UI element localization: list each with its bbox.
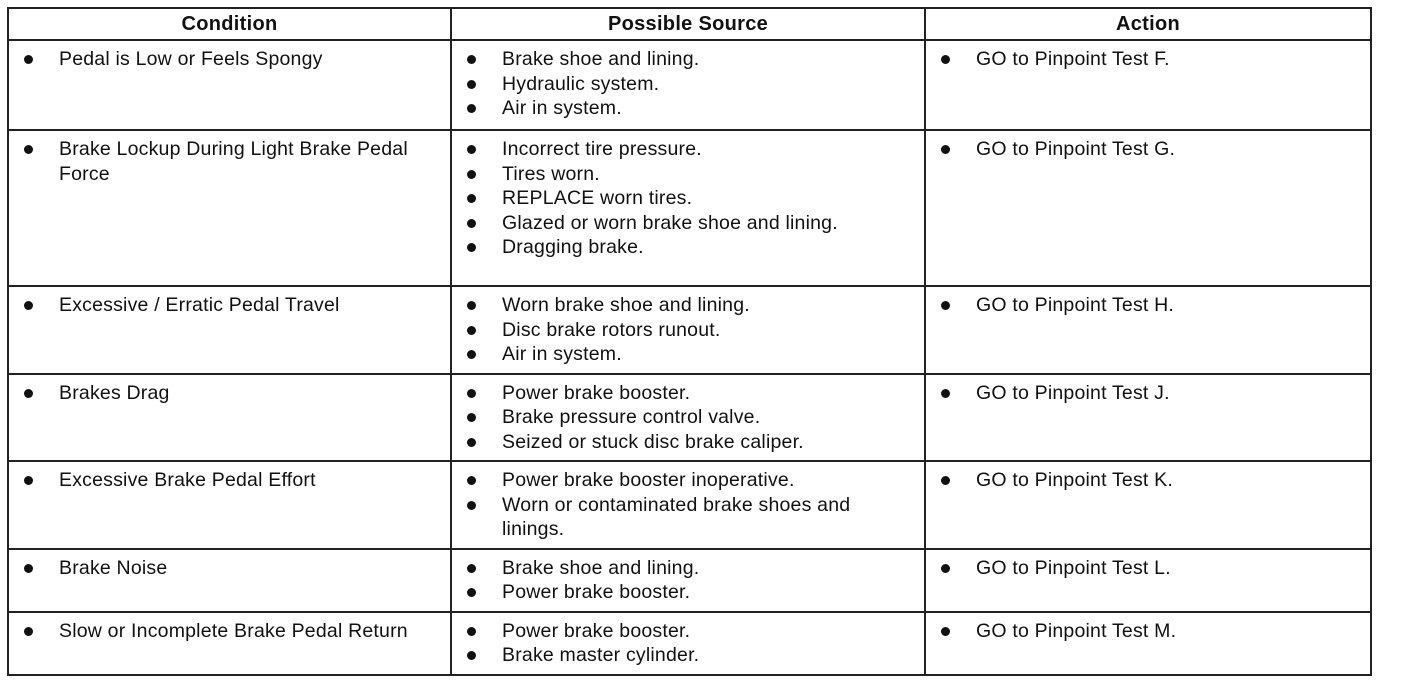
bullet-icon — [941, 55, 950, 64]
action-item — [934, 137, 1362, 162]
condition-item — [17, 47, 442, 72]
action-item-text: GO to Pinpoint Test M. — [976, 619, 1177, 642]
condition-item-text: Brakes Drag — [59, 381, 170, 404]
action-item — [934, 619, 1362, 644]
source-item-text: Worn brake shoe and lining. — [502, 294, 750, 316]
table-row — [8, 40, 1371, 130]
condition-cell — [8, 374, 451, 462]
condition-item — [17, 556, 442, 581]
source-item — [460, 342, 916, 367]
source-item — [460, 318, 916, 343]
bullet-icon — [467, 413, 476, 422]
source-item-text: Power brake booster. — [502, 619, 691, 642]
condition-item — [17, 293, 442, 318]
bullet-icon — [941, 389, 950, 398]
possible-source-cell — [451, 374, 925, 462]
bullet-icon — [24, 301, 33, 310]
table-row — [8, 286, 1371, 374]
bullet-icon — [467, 104, 476, 113]
bullet-icon — [467, 588, 476, 597]
bullet-icon — [24, 389, 33, 398]
condition-item-text: Excessive / Erratic Pedal Travel — [59, 294, 340, 316]
possible-source-cell — [451, 286, 925, 374]
condition-cell — [8, 612, 451, 675]
bullet-icon — [467, 170, 476, 179]
source-item-text: Brake shoe and lining. — [502, 48, 700, 70]
condition-cell — [8, 461, 451, 549]
condition-cell — [8, 130, 451, 286]
source-item — [460, 619, 916, 644]
header-possible-source: Possible Source — [451, 8, 925, 40]
source-item-text: Tires worn. — [502, 162, 600, 185]
source-item-text: Air in system. — [502, 343, 622, 365]
source-item — [460, 186, 916, 211]
source-item — [460, 47, 916, 72]
action-cell — [925, 40, 1371, 130]
source-item — [460, 96, 916, 121]
bullet-icon — [467, 326, 476, 335]
bullet-icon — [24, 476, 33, 485]
source-item-text: Incorrect tire pressure. — [502, 138, 702, 160]
table-header — [8, 8, 1371, 40]
action-item — [934, 47, 1362, 72]
table-row — [8, 549, 1371, 612]
bullet-icon — [941, 564, 950, 573]
condition-item-text: Slow or Incomplete Brake Pedal Return — [59, 619, 408, 642]
source-item-text: Dragging brake. — [502, 236, 644, 258]
bullet-icon — [24, 564, 33, 573]
action-item-text: GO to Pinpoint Test K. — [976, 469, 1173, 491]
header-action: Action — [925, 8, 1371, 40]
source-item — [460, 430, 916, 455]
bullet-icon — [467, 55, 476, 64]
source-item-text: Brake shoe and lining. — [502, 556, 700, 579]
condition-item — [17, 137, 442, 186]
bullet-icon — [467, 243, 476, 252]
diagnosis-table — [7, 7, 1372, 676]
bullet-icon — [941, 476, 950, 485]
bullet-icon — [24, 627, 33, 636]
source-item — [460, 556, 916, 581]
action-cell — [925, 549, 1371, 612]
source-item-text: Power brake booster. — [502, 381, 691, 404]
action-item-text: GO to Pinpoint Test F. — [976, 48, 1170, 70]
action-cell — [925, 286, 1371, 374]
possible-source-cell — [451, 612, 925, 675]
bullet-icon — [467, 80, 476, 89]
bullet-icon — [467, 627, 476, 636]
source-item — [460, 493, 916, 542]
table-row — [8, 130, 1371, 286]
bullet-icon — [467, 301, 476, 310]
bullet-icon — [24, 55, 33, 64]
condition-item — [17, 619, 442, 644]
source-item-text: Brake master cylinder. — [502, 644, 700, 666]
condition-item — [17, 468, 442, 493]
bullet-icon — [467, 651, 476, 660]
condition-item — [17, 381, 442, 406]
source-item-text: Power brake booster inoperative. — [502, 469, 795, 491]
source-item — [460, 235, 916, 260]
bullet-icon — [467, 501, 476, 510]
source-item — [460, 580, 916, 605]
bullet-icon — [941, 145, 950, 154]
bullet-icon — [467, 564, 476, 573]
bullet-icon — [467, 476, 476, 485]
action-cell — [925, 461, 1371, 549]
bullet-icon — [941, 627, 950, 636]
source-item-text: Worn or contaminated brake shoes and linings. — [502, 493, 851, 540]
action-item-text: GO to Pinpoint Test J. — [976, 381, 1170, 404]
action-item-text: GO to Pinpoint Test L. — [976, 556, 1171, 579]
condition-cell — [8, 286, 451, 374]
source-item-text: Glazed or worn brake shoe and lining. — [502, 211, 838, 234]
source-item-text: Hydraulic system. — [502, 72, 660, 95]
action-item — [934, 381, 1362, 406]
bullet-icon — [467, 145, 476, 154]
table-row — [8, 461, 1371, 549]
bullet-icon — [467, 350, 476, 359]
source-item — [460, 381, 916, 406]
source-item-text: Seized or stuck disc brake caliper. — [502, 430, 804, 453]
source-item — [460, 468, 916, 493]
source-item — [460, 211, 916, 236]
source-item-text: Air in system. — [502, 97, 622, 119]
possible-source-cell — [451, 40, 925, 130]
source-item — [460, 293, 916, 318]
header-condition: Condition — [8, 8, 451, 40]
action-item — [934, 468, 1362, 493]
source-item — [460, 137, 916, 162]
action-cell — [925, 374, 1371, 462]
action-item-text: GO to Pinpoint Test H. — [976, 294, 1175, 316]
source-item-text: Power brake booster. — [502, 581, 691, 603]
condition-item-text: Brake Lockup During Light Brake Pedal Force — [59, 138, 408, 185]
bullet-icon — [467, 389, 476, 398]
table-row — [8, 612, 1371, 675]
condition-cell — [8, 549, 451, 612]
condition-item-text: Excessive Brake Pedal Effort — [59, 469, 316, 491]
action-cell — [925, 612, 1371, 675]
header-row — [8, 8, 1371, 40]
bullet-icon — [941, 301, 950, 310]
source-item-text: Disc brake rotors runout. — [502, 318, 721, 341]
possible-source-cell — [451, 461, 925, 549]
possible-source-cell — [451, 130, 925, 286]
possible-source-cell — [451, 549, 925, 612]
bullet-icon — [467, 219, 476, 228]
condition-item-text: Pedal is Low or Feels Spongy — [59, 48, 323, 70]
action-item — [934, 293, 1362, 318]
condition-item-text: Brake Noise — [59, 556, 168, 579]
bullet-icon — [24, 145, 33, 154]
action-cell — [925, 130, 1371, 286]
source-item — [460, 405, 916, 430]
table-body — [8, 40, 1371, 675]
source-item — [460, 72, 916, 97]
source-item-text: REPLACE worn tires. — [502, 187, 693, 209]
source-item — [460, 162, 916, 187]
bullet-icon — [467, 438, 476, 447]
condition-cell — [8, 40, 451, 130]
action-item-text: GO to Pinpoint Test G. — [976, 138, 1176, 160]
action-item — [934, 556, 1362, 581]
bullet-icon — [467, 194, 476, 203]
table-row — [8, 374, 1371, 462]
source-item — [460, 643, 916, 668]
source-item-text: Brake pressure control valve. — [502, 406, 761, 428]
